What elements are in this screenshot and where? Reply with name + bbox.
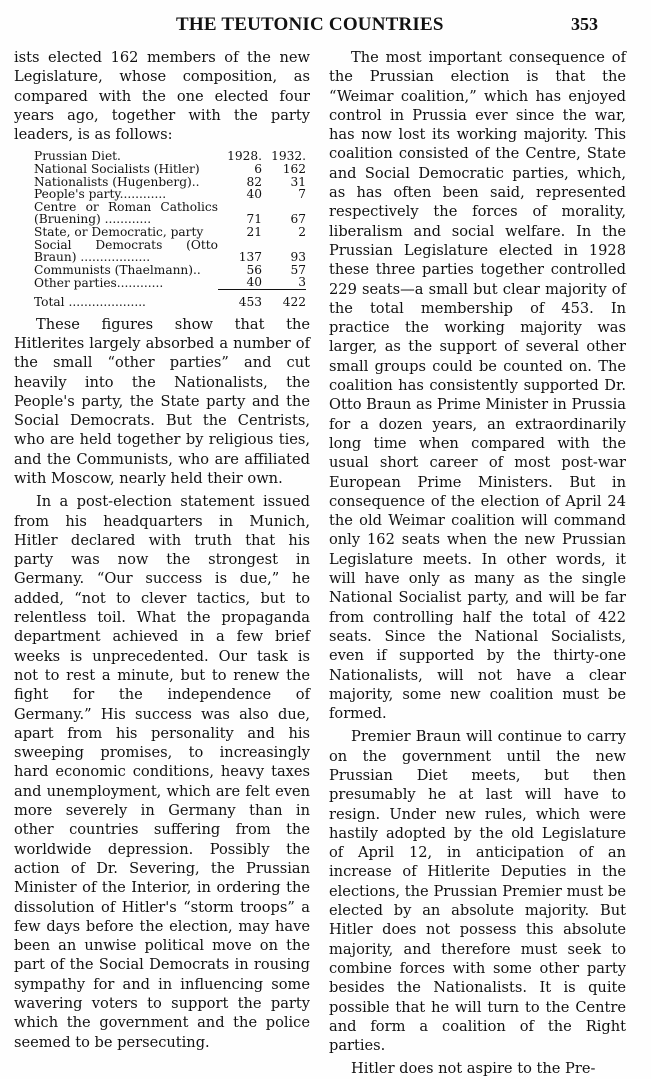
seats-1932: 2 (298, 225, 306, 240)
body-paragraph: Premier Braun will continue to carry on the government until the new Prussian Diet meets, but then presumably he at last will have to resign. Under new rules, which were hastily adopted by the old Legislature of April 12, in anticipation of an increase of Hitlerite Deputies in the elections, the Prussian Premier must be elected by an absolute majority. But Hitler does not possess this absolute majority, and therefore must seek to combine forces with some other party besides the Nationalists. It is quite possible that he will turn to the Centre and form a coalition of the Right parties. (329, 728, 626, 1055)
table-caption: Prussian Diet. (34, 149, 121, 164)
seats-1932: 57 (290, 262, 306, 277)
page-header (0, 8, 651, 38)
table-row (34, 226, 306, 239)
seats-1928: 6 (254, 162, 262, 177)
column-header-1932: 1932. (271, 149, 306, 164)
running-title: THE TEUTONIC COUNTRIES (176, 14, 444, 35)
body-paragraph: The most important consequence of the Prussian election is that the “Weimar coalition,” which has enjoyed control in Prussia ever since the war, has now lost its working majority. This coalition consisted of the Centre, State and Social Democratic parties, which, as has often been said, represented respectively the forces of morality, liberalism and social welfare. In the Prussian Legislature elected in 1928 these three parties together controlled 229 seats—a small but clear majority of the total membership of 453. In practice the working majority was larger, as the support of several other small groups could be counted on. The coalition has consistently supported Dr. Otto Braun as Prime Minister in Prussia for a dozen years, an extraordinarily long time when compared with the usual short career of most post-war European Prime Ministers. But in consequence of the election of April 24 the old Weimar coalition will command only 162 seats when the new Prussian Legislature meets. In other words, it will have only as many as the single National Socialist party, and will be far from controlling half the total of 422 seats. Since the National Socialists, even if supported by the thirty-one Nationalists, will not have a clear majority, some new coalition must be formed. (329, 49, 626, 723)
body-paragraph: These figures show that the Hitlerites largely absorbed a number of the small “other parties” and cut heavily into the Nationalists, the People's party, the State party and the Social Democrats. But the Centrists, who are held together by religious ties, and the Communists, who are affiliated with Moscow, nearly held their own. (14, 315, 310, 487)
seats-1928: 137 (238, 250, 262, 265)
seats-1932: 162 (282, 162, 306, 177)
prussian-diet-table (34, 150, 306, 308)
table-row (34, 201, 306, 226)
total-1932: 422 (262, 290, 306, 309)
seats-1928: 56 (246, 262, 262, 277)
table-row (34, 264, 306, 277)
seats-1932: 67 (290, 212, 306, 227)
party-name: Social Democrats (Otto Braun) .................. (34, 237, 218, 265)
total-1928: 453 (218, 290, 262, 309)
table-row (34, 188, 306, 201)
seats-1928: 82 (246, 174, 262, 189)
table-row (34, 276, 306, 289)
party-name: Other parties............ (34, 275, 164, 290)
right-column (329, 48, 626, 1079)
party-name: Nationalists (Hugenberg).. (34, 174, 200, 189)
seats-1932: 93 (290, 250, 306, 265)
page-number: 353 (571, 14, 598, 34)
intro-paragraph: ists elected 162 members of the new Legislature, whose composition, as compared with the one elected four years ago, together with the party leaders, is as follows: (14, 49, 310, 144)
seats-1932: 31 (290, 174, 306, 189)
seats-1928: 40 (246, 275, 262, 290)
party-name: Centre or Roman Catholics (Bruening) ............ (34, 199, 218, 227)
seats-1932: 3 (298, 275, 306, 290)
seats-1932: 7 (298, 187, 306, 202)
body-paragraph: In a post-election statement issued from his headquarters in Munich, Hitler declared with truth that his party was now the strongest in Germany. “Our success is due,” he added, “not to clever tactics, but to relentless toil. What the propaganda department achieved in a few brief weeks is unprecedented. Our task is not to rest a minute, but to renew the fight for the independence of Germany.” His success was also due, apart from his personality and his sweeping promises, to increasingly hard economic conditions, heavy taxes and unemployment, which are felt even more severely in Germany than in other countries suffering from the worldwide depression. Possibly the action of Dr. Severing, the Prussian Minister of the Interior, in ordering the dissolution of Hitler's “storm troops” a few days before the election, may have been an unwise political move on the part of the Social Democrats in rousing sympathy for and in influencing some wavering voters to support the party which the government and the police seemed to be persecuting. (14, 493, 310, 1051)
party-name: National Socialists (Hitler) (34, 162, 200, 177)
total-label: Total .................... (34, 295, 146, 310)
left-column (14, 48, 310, 1052)
seats-1928: 40 (246, 187, 262, 202)
column-header-1928: 1928. (227, 149, 262, 164)
table-total-row (34, 290, 306, 309)
seats-1928: 21 (246, 225, 262, 240)
body-paragraph: Hitler does not aspire to the Pre- (351, 1060, 596, 1078)
party-name: State, or Democratic, party (34, 225, 204, 240)
seats-1928: 71 (246, 212, 262, 227)
party-name: People's party............ (34, 187, 167, 202)
party-name: Communists (Thaelmann).. (34, 262, 201, 277)
table-row (34, 163, 306, 176)
table-row (34, 239, 306, 264)
